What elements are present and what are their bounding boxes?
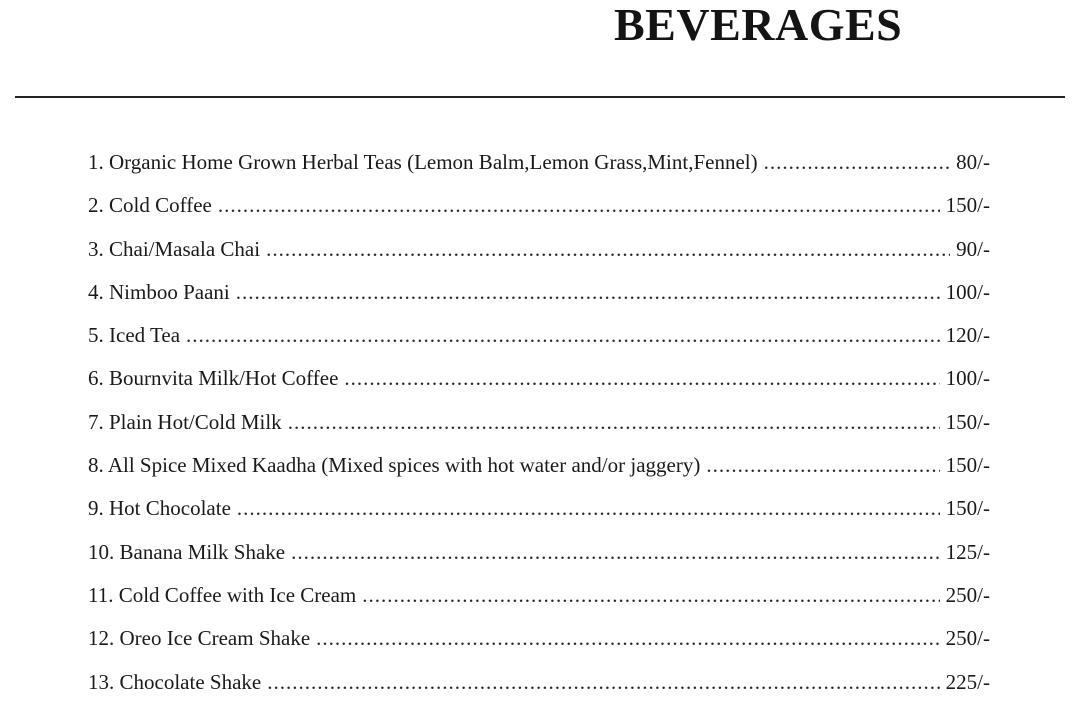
item-price: 100/- xyxy=(945,279,990,304)
dot-leader xyxy=(237,493,940,523)
menu-item xyxy=(88,537,990,580)
dot-leader xyxy=(267,667,939,697)
item-name: 10. Banana Milk Shake xyxy=(88,539,286,564)
dot-leader xyxy=(186,320,940,350)
item-name: 2. Cold Coffee xyxy=(88,193,212,218)
menu-item xyxy=(88,363,990,406)
item-price: 90/- xyxy=(956,236,990,261)
beverage-list xyxy=(88,147,990,710)
item-name: 12. Oreo Ice Cream Shake xyxy=(88,626,311,651)
menu-item xyxy=(88,234,990,277)
item-price: 225/- xyxy=(945,669,990,694)
dot-leader xyxy=(764,147,951,177)
item-name: 3. Chai/Masala Chai xyxy=(88,236,261,261)
item-name: 1. Organic Home Grown Herbal Teas (Lemon Balm,Lemon Grass,Mint,Fennel) xyxy=(88,150,758,174)
dot-leader xyxy=(316,623,940,653)
item-price: 150/- xyxy=(945,193,990,218)
dot-leader xyxy=(266,234,950,264)
dot-leader xyxy=(362,580,939,610)
menu-item xyxy=(88,667,990,710)
item-price: 250/- xyxy=(945,582,990,607)
item-name: 4. Nimboo Paani xyxy=(88,279,230,304)
dot-leader xyxy=(236,277,940,307)
item-name: 5. Iced Tea xyxy=(88,323,181,348)
menu-item xyxy=(88,580,990,623)
dot-leader xyxy=(288,407,940,437)
title-divider xyxy=(15,96,1065,98)
item-name: 13. Chocolate Shake xyxy=(88,669,262,694)
item-name: 8. All Spice Mixed Kaadha (Mixed spices with hot water and/or jaggery) xyxy=(88,453,701,478)
item-name: 7. Plain Hot/Cold Milk xyxy=(88,409,282,434)
dot-leader xyxy=(291,537,940,567)
item-price: 100/- xyxy=(945,366,990,391)
menu-item xyxy=(88,147,990,190)
dot-leader xyxy=(344,363,939,393)
item-price: 150/- xyxy=(945,453,990,478)
item-name: 9. Hot Chocolate xyxy=(88,496,231,521)
item-name: 6. Bournvita Milk/Hot Coffee xyxy=(88,366,339,391)
item-price: 80/- xyxy=(956,150,990,174)
item-price: 250/- xyxy=(945,626,990,651)
item-price: 125/- xyxy=(945,539,990,564)
item-price: 150/- xyxy=(945,409,990,434)
menu-item xyxy=(88,450,990,493)
dot-leader xyxy=(706,450,939,480)
item-price: 150/- xyxy=(945,496,990,521)
menu-item xyxy=(88,277,990,320)
item-name: 11. Cold Coffee with Ice Cream xyxy=(88,582,357,607)
item-price: 120/- xyxy=(945,323,990,348)
menu-item xyxy=(88,320,990,363)
menu-title: BEVERAGES xyxy=(614,0,903,50)
menu-item xyxy=(88,493,990,536)
menu-item xyxy=(88,190,990,233)
dot-leader xyxy=(218,190,940,220)
menu-item xyxy=(88,407,990,450)
menu-item xyxy=(88,623,990,666)
